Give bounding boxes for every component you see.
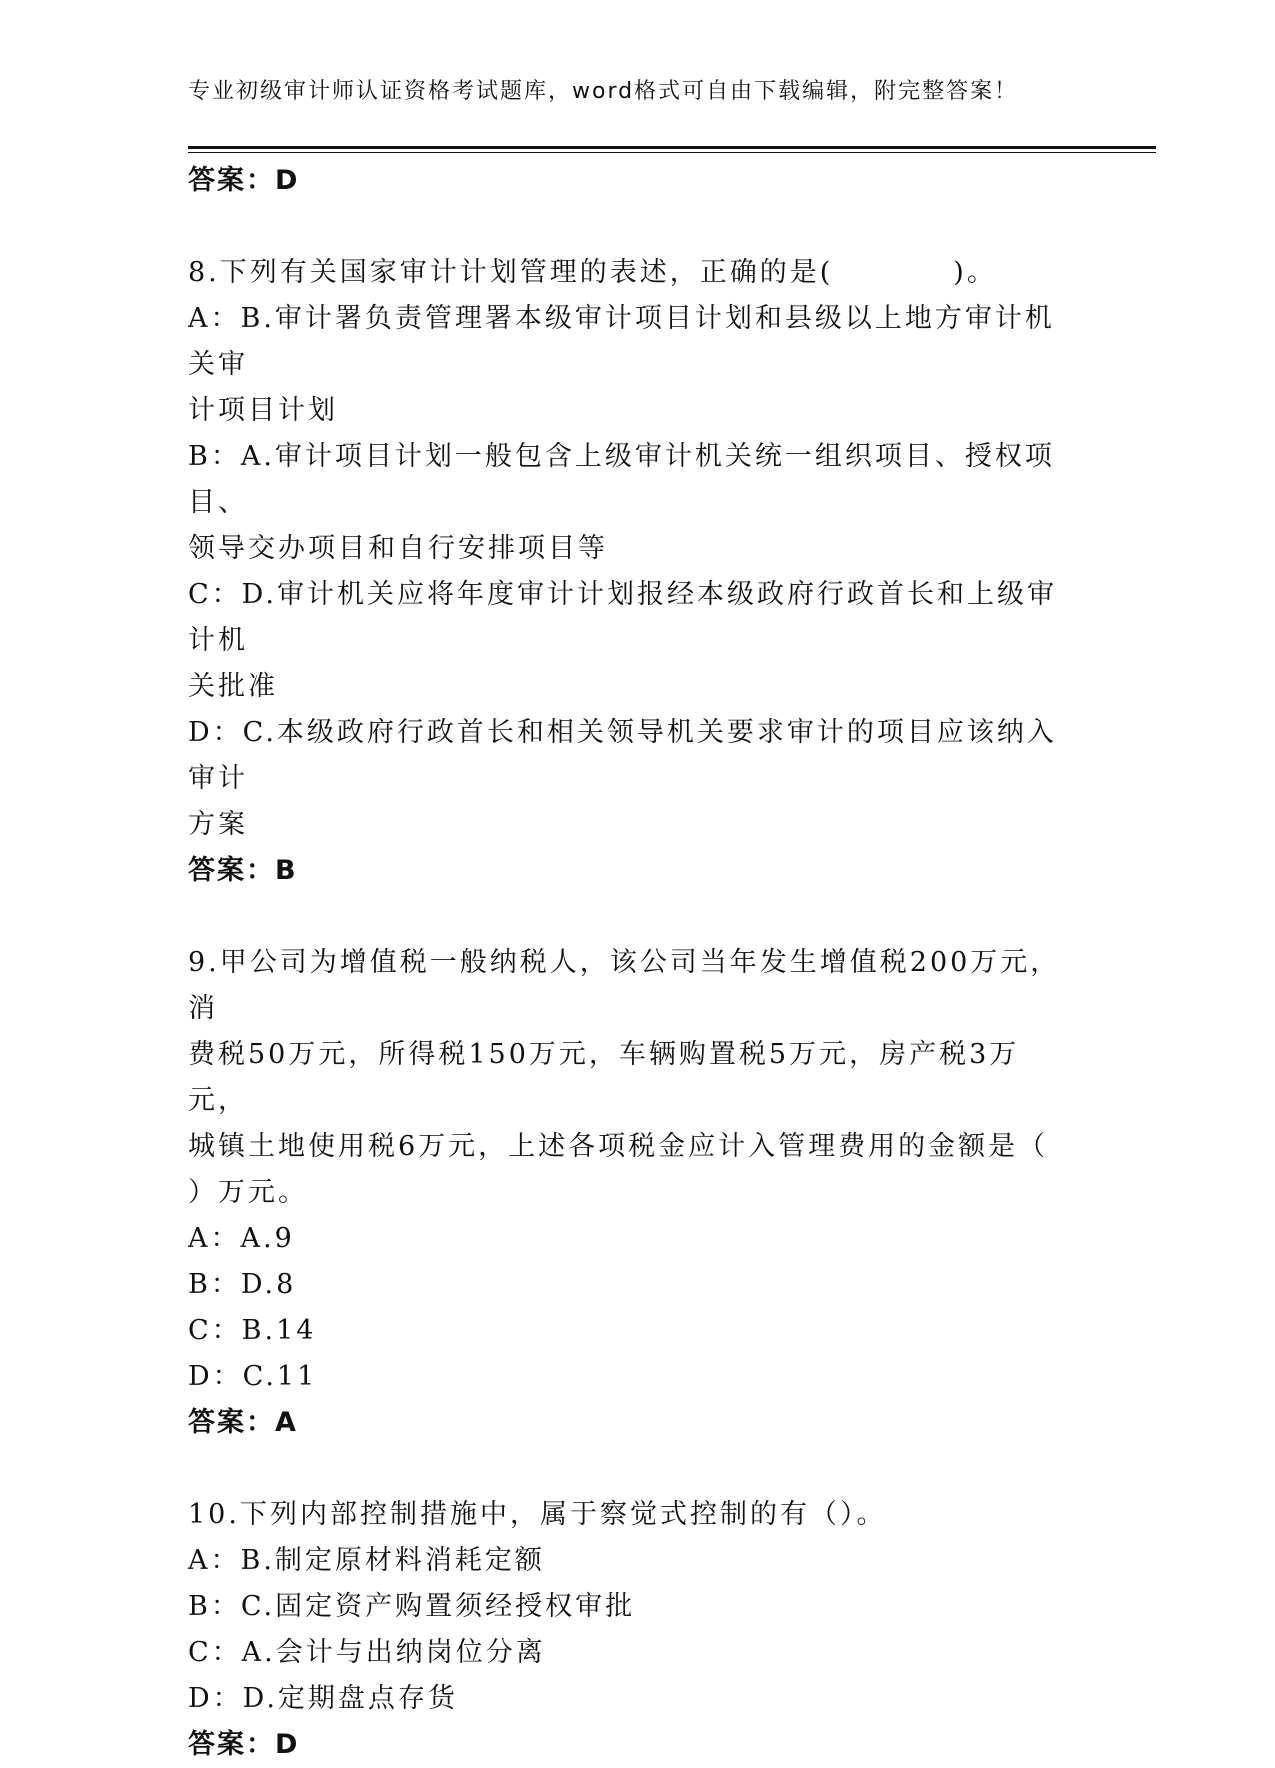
option-text: A.会计与出纳岗位分离 <box>241 1637 546 1668</box>
option-key: A： <box>188 1223 241 1254</box>
option-text: B.14 <box>241 1315 317 1346</box>
option-key: B： <box>188 1269 241 1300</box>
option-line <box>188 434 1068 526</box>
option-text: C.本级政府行政首长和相关领导机关要求审计的项目应该纳入审计 <box>188 717 1057 794</box>
option-text: D.8 <box>240 1269 297 1300</box>
option-text: A.9 <box>240 1223 295 1254</box>
question-stem: 费税50万元，所得税150万元，车辆购置税5万元，房产税3万元， <box>188 1039 1020 1116</box>
option-key: C： <box>188 1315 242 1346</box>
option-text: C.固定资产购置须经授权审批 <box>240 1591 636 1622</box>
option-text: D.定期盘点存货 <box>242 1683 458 1714</box>
previous-answer: 答案：D <box>188 165 300 196</box>
option-text: D.审计机关应将年度审计计划报经本级政府行政首长和上级审计机 <box>188 579 1057 656</box>
option-key: D： <box>188 1361 243 1392</box>
header-rule-thick <box>188 146 1156 149</box>
answer-label: 答案：A <box>188 1407 298 1438</box>
option-text-continued: 方案 <box>188 809 248 840</box>
option-d <box>188 710 1068 848</box>
option-text-continued: 领导交办项目和自行安排项目等 <box>188 533 608 564</box>
option-d <box>188 1676 1068 1722</box>
question-stem: 9.甲公司为增值税一般纳税人，该公司当年发生增值税200万元，消 <box>188 947 1061 1024</box>
option-key: C： <box>188 579 242 610</box>
option-c <box>188 1630 1068 1676</box>
question-block <box>188 940 1068 1446</box>
question-block <box>188 1492 1068 1768</box>
spacer <box>188 204 1068 250</box>
question-stem: 城镇土地使用税6万元，上述各项税金应计入管理费用的金额是（ <box>188 1131 1049 1162</box>
option-key: C： <box>188 1637 242 1668</box>
question-content <box>188 158 1068 1768</box>
option-key: A： <box>188 303 241 334</box>
option-key: D： <box>188 717 243 748</box>
option-key: B： <box>188 1591 241 1622</box>
question-stem: 10.下列内部控制措施中，属于察觉式控制的有（）。 <box>188 1499 887 1530</box>
option-key: D： <box>188 1683 243 1714</box>
question-stem: 8.下列有关国家审计计划管理的表述，正确的是( )。 <box>188 257 997 288</box>
option-text: C.11 <box>242 1361 318 1392</box>
answer-label: 答案：B <box>188 855 298 886</box>
page-header: 专业初级审计师认证资格考试题库，word格式可自由下载编辑，附完整答案！ <box>188 79 1019 104</box>
option-text-continued: 关批准 <box>188 671 278 702</box>
question-stem: ）万元。 <box>188 1177 308 1208</box>
option-text: B.审计署负责管理署本级审计项目计划和县级以上地方审计机关审 <box>188 303 1055 380</box>
question-block <box>188 250 1068 894</box>
spacer <box>188 894 1068 940</box>
option-a <box>188 1216 1068 1262</box>
header-rule-thin <box>188 152 1156 153</box>
option-line <box>188 296 1068 388</box>
option-text-continued: 计项目计划 <box>188 395 338 426</box>
option-c <box>188 572 1068 710</box>
spacer <box>188 1446 1068 1492</box>
option-text: A.审计项目计划一般包含上级审计机关统一组织项目、授权项目、 <box>188 441 1055 518</box>
option-line <box>188 572 1068 664</box>
option-c <box>188 1308 1068 1354</box>
option-line <box>188 710 1068 802</box>
option-b <box>188 434 1068 572</box>
option-b <box>188 1262 1068 1308</box>
option-a <box>188 296 1068 434</box>
answer-label: 答案：D <box>188 1729 300 1760</box>
option-b <box>188 1584 1068 1630</box>
option-text: B.制定原材料消耗定额 <box>240 1545 545 1576</box>
option-key: A： <box>188 1545 241 1576</box>
option-d <box>188 1354 1068 1400</box>
option-a <box>188 1538 1068 1584</box>
option-key: B： <box>188 441 241 472</box>
